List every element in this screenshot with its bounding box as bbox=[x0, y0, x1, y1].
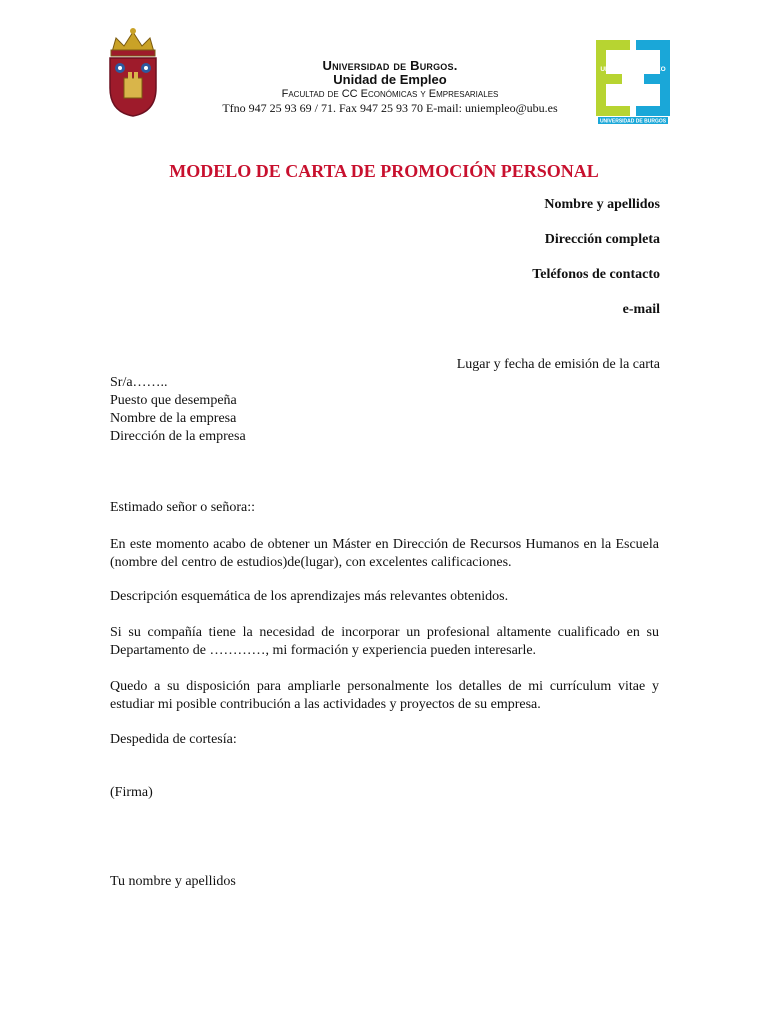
contact-line: Tfno 947 25 93 69 / 71. Fax 947 25 93 70 E-mail: uniempleo@ubu.es bbox=[222, 101, 558, 115]
sender-address: Dirección completa bbox=[544, 232, 660, 247]
university-name: Universidad de Burgos. bbox=[322, 58, 458, 73]
unidad-empleo-logo-icon bbox=[594, 38, 672, 124]
your-name: Tu nombre y apellidos bbox=[110, 874, 236, 889]
recipient-company: Nombre de la empresa bbox=[110, 411, 237, 426]
body-paragraph-1: En este momento acabo de obtener un Máster en Dirección de Recursos Humanos en la Escuela (nombre del centro de estudios)de(lugar), con excelentes calificaciones. bbox=[110, 537, 659, 570]
body-paragraph-3: Si su compañía tiene la necesidad de incorporar un profesional altamente cualificado en su Departamento de …………, mi formación y experiencia pueden interesarle. bbox=[110, 625, 659, 658]
logo-text-top: UNIDAD DE EMPLEO bbox=[600, 66, 666, 73]
salutation: Estimado señor o señora:: bbox=[110, 500, 256, 515]
body-paragraph-2: Descripción esquemática de los aprendizajes más relevantes obtenidos. bbox=[110, 589, 509, 604]
page-title: MODELO DE CARTA DE PROMOCIÓN PERSONAL bbox=[169, 161, 599, 181]
sender-name: Nombre y apellidos bbox=[544, 197, 660, 212]
logo-text-bottom: UNIVERSIDAD DE BURGOS bbox=[599, 118, 667, 124]
recipient-position: Puesto que desempeña bbox=[110, 393, 237, 408]
university-crest-icon bbox=[104, 26, 162, 118]
place-date: Lugar y fecha de emisión de la carta bbox=[456, 357, 660, 372]
faculty-name: Facultad de CC Económicas y Empresariales bbox=[281, 88, 499, 100]
recipient-company-address: Dirección de la empresa bbox=[110, 429, 246, 444]
sender-email: e-mail bbox=[622, 302, 660, 317]
recipient-title: Sr/a…….. bbox=[110, 375, 168, 390]
body-paragraph-4: Quedo a su disposición para ampliarle personalmente los detalles de mi currículum vitae y estudiar mi posible contribución a las actividades y proyectos de su empresa. bbox=[110, 679, 659, 712]
sender-phones: Teléfonos de contacto bbox=[532, 267, 660, 282]
unit-name: Unidad de Empleo bbox=[333, 72, 447, 87]
signature: (Firma) bbox=[110, 785, 153, 800]
closing: Despedida de cortesía: bbox=[110, 732, 237, 747]
